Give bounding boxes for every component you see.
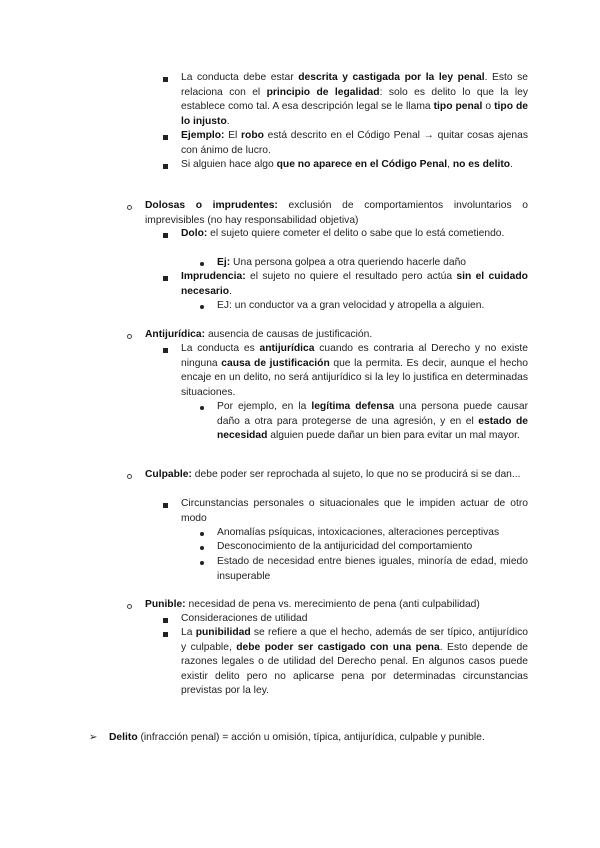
antijuridica-example: Por ejemplo, en la legítima defensa una persona puede causar daño a otra para protegerse de una agresión, y en el estado de necesidad alguien puede dañar un bien para evitar un mal mayor. <box>217 401 529 441</box>
dolosas-paragraph: Dolosas o imprudentes: exclusión de comportamientos involuntarios o imprevisibles (no hay responsabilidad objetiva) <box>145 200 529 226</box>
square-bullet-icon <box>163 276 168 281</box>
dot-bullet-icon <box>200 262 204 266</box>
square-bullet-icon <box>163 618 168 623</box>
imprudencia-example: EJ: un conductor va a gran velocidad y atropella a alguien. <box>217 300 485 311</box>
dot-bullet-icon <box>200 532 204 536</box>
square-bullet-icon <box>163 164 168 169</box>
arrow-bullet-icon: ➢ <box>89 732 98 743</box>
tipicidad-paragraph: La conducta debe estar descrita y castigada por la ley penal. Esto se relaciona con el principio de legalidad: solo es delito lo que la ley establece como tal. A esa descripción legal se le llama tipo penal o tipo de lo injusto. <box>181 72 529 127</box>
square-bullet-icon <box>163 77 168 82</box>
circle-bullet-icon <box>127 334 132 339</box>
dot-bullet-icon <box>200 305 204 309</box>
list-item: Anomalías psíquicas, intoxicaciones, alteraciones perceptivas <box>217 527 500 538</box>
punible-utilidad: Consideraciones de utilidad <box>181 613 308 624</box>
circle-bullet-icon <box>127 474 132 479</box>
ejemplo-robo-paragraph: Ejemplo: El robo está descrito en el Código Penal → quitar cosas ajenas con ánimo de lucro. <box>181 130 528 156</box>
culpable-paragraph: Culpable: debe poder ser reprochada al sujeto, lo que no se producirá si se dan... <box>145 469 521 480</box>
dolo-paragraph: Dolo: el sujeto quiere cometer el delito o sabe que lo está cometiendo. <box>181 228 505 239</box>
imprudencia-paragraph: Imprudencia: el sujeto no quiere el resultado pero actúa sin el cuidado necesario. <box>181 271 528 297</box>
delito-definition: Delito (infracción penal) = acción u omisión, típica, antijurídica, culpable y punible. <box>109 732 485 743</box>
antijuridica-definition: La conducta es antijurídica cuando es contraria al Derecho y no existe ninguna causa de justificación que la permita. Es decir, aunque el hecho encaje en un delito, no será antijurídico si la ley lo justifica en determinadas situaciones. <box>181 343 528 398</box>
square-bullet-icon <box>163 233 168 238</box>
list-item: Estado de necesidad entre bienes iguales, minoría de edad, miedo insuperable <box>217 556 528 582</box>
culpable-circunstancias: Circunstancias personales o situacionales que le impiden actuar de otro modo <box>181 498 528 524</box>
circle-bullet-icon <box>127 205 132 210</box>
dot-bullet-icon <box>200 561 204 565</box>
circle-bullet-icon <box>127 604 132 609</box>
dot-bullet-icon <box>200 546 204 550</box>
list-item: Desconocimiento de la antijuricidad del comportamiento <box>217 541 473 552</box>
square-bullet-icon <box>163 503 168 508</box>
square-bullet-icon <box>163 135 168 140</box>
square-bullet-icon <box>163 632 168 637</box>
antijuridica-paragraph: Antijurídica: ausencia de causas de justificación. <box>145 329 373 340</box>
punible-paragraph: Punible: necesidad de pena vs. merecimiento de pena (anti culpabilidad) <box>145 599 480 610</box>
punibilidad-definition: La punibilidad se refiere a que el hecho, además de ser típico, antijurídico y culpable, debe poder ser castigado con una pena. Esto depende de razones legales o de utilidad del Derecho penal. En algunos casos puede existir delito pero no aplicarse pena por determinadas circunstancias previstas por la ley. <box>181 627 529 696</box>
dolo-example: Ej: Una persona golpea a otra queriendo hacerle daño <box>217 257 467 268</box>
dot-bullet-icon <box>200 406 204 410</box>
square-bullet-icon <box>163 348 168 353</box>
no-es-delito-paragraph: Si alguien hace algo que no aparece en el Código Penal, no es delito. <box>181 159 513 170</box>
